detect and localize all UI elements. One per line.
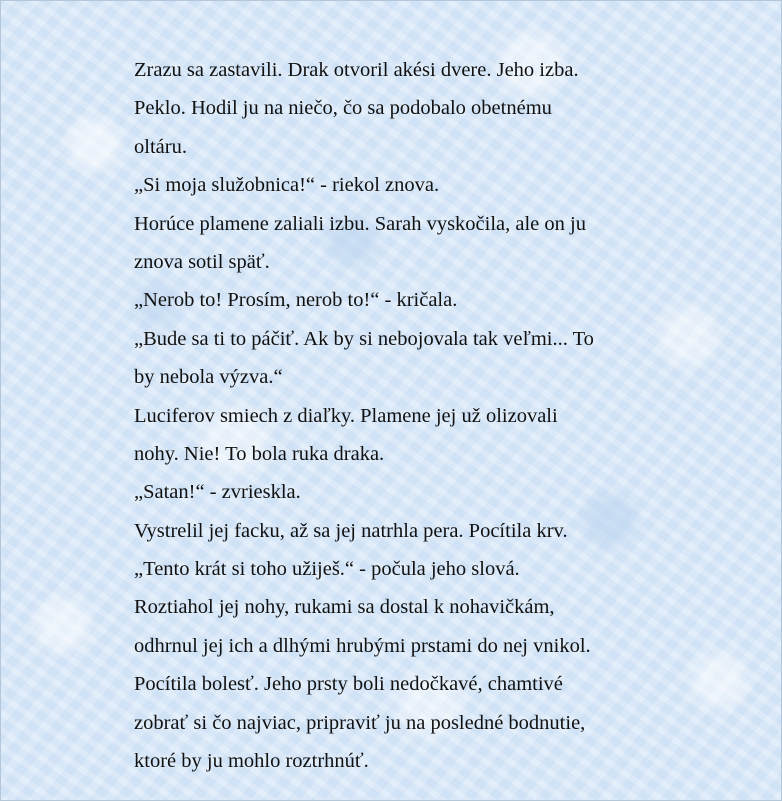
text-line: Peklo. Hodil ju na niečo, čo sa podobalo obetnému <box>134 97 552 120</box>
text-line: ktoré by ju mohlo roztrhnúť. <box>134 750 369 773</box>
text-line: nohy. Nie! To bola ruka draka. <box>134 442 385 465</box>
text-line: Horúce plamene zaliali izbu. Sarah vyskočila, ale on ju <box>134 212 586 235</box>
text-line: by nebola výzva.“ <box>134 366 283 389</box>
text-line: Roztiahol jej nohy, rukami sa dostal k nohavičkám, <box>134 596 555 619</box>
story-text <box>134 51 674 780</box>
text-line: zobrať si čo najviac, pripraviť ju na posledné bodnutie, <box>134 711 586 734</box>
text-line: „Nerob to! Prosím, nerob to!“ - kričala. <box>134 289 458 312</box>
text-line: oltáru. <box>134 135 187 158</box>
text-line: Zrazu sa zastavili. Drak otvoril akési dvere. Jeho izba. <box>134 59 579 81</box>
text-line: znova sotil späť. <box>134 250 270 273</box>
text-line: „Si moja služobnica!“ - riekol znova. <box>134 174 440 197</box>
text-line: Luciferov smiech z diaľky. Plamene jej už olizovali <box>134 404 558 427</box>
text-line: odhrnul jej ich a dlhými hrubými prstami do nej vnikol. <box>134 634 591 657</box>
text-line: „Bude sa ti to páčiť. Ak by si nebojovala tak veľmi... To <box>134 327 594 350</box>
text-line: „Satan!“ - zvrieskla. <box>134 481 301 504</box>
text-line: „Tento krát si toho užiješ.“ - počula jeho slová. <box>134 558 520 581</box>
text-line: Vystrelil jej facku, až sa jej natrhla pera. Pocítila krv. <box>134 519 568 542</box>
text-line: Pocítila bolesť. Jeho prsty boli nedočkavé, chamtivé <box>134 673 563 696</box>
